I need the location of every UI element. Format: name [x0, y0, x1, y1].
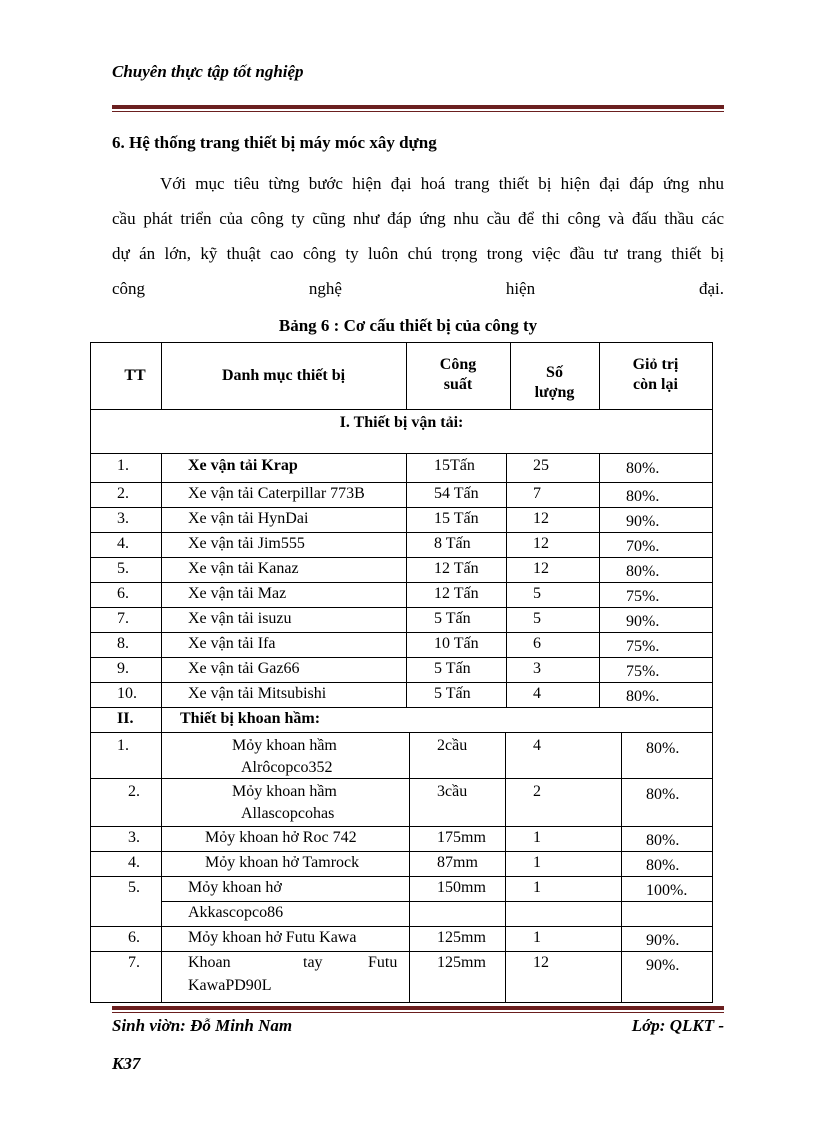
cell-tt: 6. [117, 585, 129, 602]
para-line-3: dự án lớn, kỹ thuật cao công ty luôn chú trọng trong việc đầu tư trang thiết bị [112, 244, 724, 263]
cell-value: 90%. [626, 513, 660, 530]
cell-power: 8 Tấn [434, 535, 471, 552]
cell-name-l2: KawaPD90L [188, 977, 272, 994]
cell-tt: 1. [117, 457, 129, 474]
cell-name-word-3: Futu [368, 954, 398, 971]
cell-value: 75%. [626, 588, 660, 605]
section-drilling-number: II. [117, 710, 134, 727]
para-line-1: Với mục tiêu từng bước hiện đại hoá trang thiết bị hiện đại đáp ứng nhu [160, 174, 724, 193]
header-power [406, 355, 510, 395]
cell-name: Mỏy khoan hở Tamrock [205, 854, 360, 871]
cell-name: Xe vận tải Gaz66 [188, 660, 300, 677]
cell-power: 54 Tấn [434, 485, 479, 502]
cell-power: 150mm [437, 879, 486, 896]
cell-name-l2: Akkascopco86 [188, 904, 284, 921]
cell-value: 100%. [646, 882, 688, 899]
cell-name-word-1: Khoan [188, 954, 231, 971]
cell-qty: 1 [533, 929, 541, 946]
cell-name: Xe vận tải Kanaz [188, 560, 299, 577]
header-qty-l2: lượng [534, 384, 575, 401]
cell-value: 80%. [646, 832, 680, 849]
para-line-4: công nghệ hiện đại. [112, 279, 724, 298]
cell-value: 90%. [646, 932, 680, 949]
cell-name: Xe vận tải Mitsubishi [188, 685, 327, 702]
cell-qty: 12 [533, 560, 549, 577]
cell-tt: 8. [117, 635, 129, 652]
cell-value: 80%. [626, 688, 660, 705]
cell-name: Xe vận tải Caterpillar 773B [188, 485, 365, 502]
cell-tt: 7. [117, 610, 129, 627]
cell-power: 15Tấn [434, 457, 475, 474]
header-power-l1: Công [439, 356, 477, 373]
cell-qty: 4 [533, 737, 541, 754]
cell-tt: 4. [128, 854, 140, 871]
cell-value: 90%. [646, 957, 680, 974]
cell-power: 12 Tấn [434, 560, 479, 577]
cell-name-l1: Mỏy khoan hở [188, 879, 282, 896]
header-qty [510, 363, 599, 403]
cell-qty: 6 [533, 635, 541, 652]
header-value [599, 355, 712, 395]
cell-name: Xe vận tải Ifa [188, 635, 276, 652]
cell-power: 5 Tấn [434, 685, 471, 702]
cell-value: 75%. [626, 638, 660, 655]
cell-qty: 1 [533, 879, 541, 896]
para-line-2: cầu phát triển của công ty cũng như đáp ứng nhu cầu để thi công và đấu thầu các [112, 209, 724, 228]
cell-name: Mỏy khoan hở Roc 742 [205, 829, 357, 846]
cell-power: 12 Tấn [434, 585, 479, 602]
cell-tt: 10. [117, 685, 137, 702]
footer-class-cont: K37 [112, 1054, 141, 1073]
table-caption: Bảng 6 : Cơ cấu thiết bị của công ty [278, 316, 538, 335]
cell-value: 75%. [626, 663, 660, 680]
cell-tt: 6. [128, 929, 140, 946]
cell-power: 15 Tấn [434, 510, 479, 527]
cell-qty: 4 [533, 685, 541, 702]
cell-qty: 12 [533, 510, 549, 527]
cell-tt: 3. [117, 510, 129, 527]
cell-tt: 7. [128, 954, 140, 971]
cell-qty: 5 [533, 610, 541, 627]
equipment-table [90, 342, 713, 1003]
cell-qty: 12 [533, 535, 549, 552]
intro-paragraph [112, 166, 724, 306]
cell-tt: 1. [117, 737, 129, 754]
cell-name: Xe vận tải isuzu [188, 610, 292, 627]
cell-value: 80%. [646, 740, 680, 757]
cell-name-l2: Alrôcopco352 [241, 759, 333, 776]
cell-power: 5 Tấn [434, 660, 471, 677]
cell-value: 80%. [626, 488, 660, 505]
footer-student: Sinh viờn: Đỗ Minh Nam [112, 1016, 293, 1035]
cell-power: 125mm [437, 954, 486, 971]
cell-value: 70%. [626, 538, 660, 555]
cell-name: Xe vận tải HynDai [188, 510, 309, 527]
cell-name-l2: Allascopcohas [241, 805, 335, 822]
header-rule [112, 105, 724, 112]
cell-name: Xe vận tải Krap [188, 457, 298, 474]
header-qty-l1: Số [546, 364, 563, 381]
cell-qty: 12 [533, 954, 549, 971]
cell-tt: 2. [128, 783, 140, 800]
cell-value: 80%. [646, 786, 680, 803]
cell-tt: 2. [117, 485, 129, 502]
section-heading: 6. Hệ thống trang thiết bị máy móc xây dựng [112, 133, 437, 152]
footer-rule [112, 1006, 724, 1013]
cell-power: 5 Tấn [434, 610, 471, 627]
cell-value: 90%. [626, 613, 660, 630]
cell-name-l1: Mỏy khoan hầm [232, 737, 337, 754]
header-power-l2: suất [443, 376, 473, 393]
cell-qty: 1 [533, 829, 541, 846]
header-tt: TT [124, 367, 146, 384]
cell-qty: 1 [533, 854, 541, 871]
cell-qty: 3 [533, 660, 541, 677]
cell-power: 10 Tấn [434, 635, 479, 652]
header-value-l1: Giỏ trị [632, 356, 679, 373]
cell-name-word-2: tay [303, 954, 323, 971]
cell-name: Mỏy khoan hở Futu Kawa [188, 929, 357, 946]
cell-power: 87mm [437, 854, 478, 871]
cell-tt: 3. [128, 829, 140, 846]
header-title: Chuyên thực tập tốt nghiệp [112, 62, 304, 81]
cell-tt: 9. [117, 660, 129, 677]
header-value-l2: còn lại [633, 376, 678, 393]
cell-name: Xe vận tải Jim555 [188, 535, 305, 552]
cell-value: 80%. [626, 460, 660, 477]
cell-tt: 5. [128, 879, 140, 896]
cell-tt: 4. [117, 535, 129, 552]
header-name: Danh mục thiết bị [221, 367, 346, 384]
cell-power: 3cầu [437, 783, 468, 800]
footer-class: Lớp: QLKT - [631, 1016, 724, 1035]
cell-qty: 2 [533, 783, 541, 800]
cell-qty: 7 [533, 485, 541, 502]
cell-power: 125mm [437, 929, 486, 946]
cell-value: 80%. [646, 857, 680, 874]
cell-value: 80%. [626, 563, 660, 580]
cell-qty: 5 [533, 585, 541, 602]
cell-name: Xe vận tải Maz [188, 585, 287, 602]
cell-power: 175mm [437, 829, 486, 846]
cell-qty: 25 [533, 457, 549, 474]
cell-tt: 5. [117, 560, 129, 577]
cell-power: 2cầu [437, 737, 468, 754]
section-drilling-title: Thiết bị khoan hầm: [180, 710, 321, 727]
cell-name-l1: Mỏy khoan hầm [232, 783, 337, 800]
section-transport-title: I. Thiết bị vận tải: [339, 414, 464, 431]
